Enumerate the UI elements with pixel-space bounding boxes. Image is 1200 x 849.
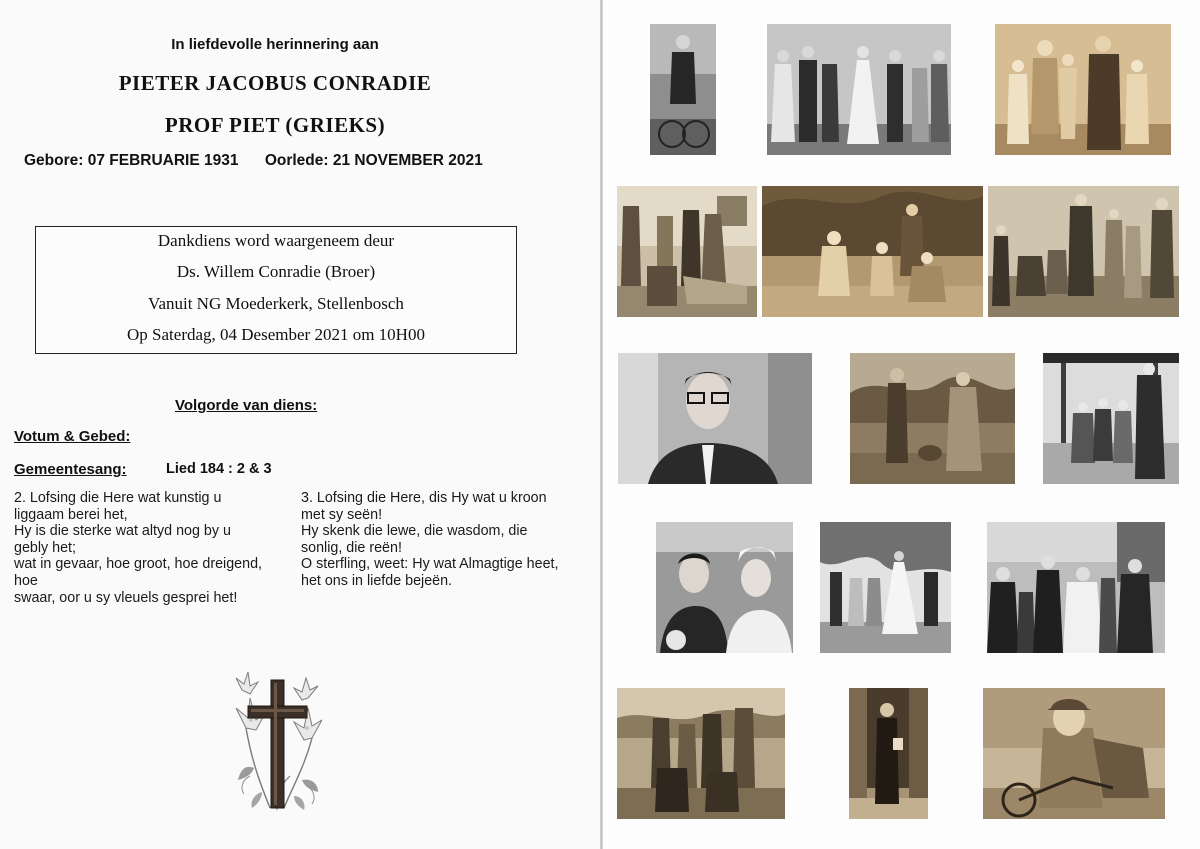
death-date: Oorlede: 21 NOVEMBER 2021 <box>264 152 483 169</box>
verse-line: sonlig, die reën! <box>301 539 402 556</box>
photo-collage-page <box>603 0 1200 849</box>
verse-line: liggaam berei het, <box>14 506 128 523</box>
service-line-venue: Vanuit NG Moederkerk, Stellenbosch <box>148 294 404 313</box>
intro-text: In liefdevolle herinnering aan <box>171 36 379 53</box>
birth-date: Gebore: 07 FEBRUARIE 1931 <box>24 152 239 169</box>
photo-man-coat-garden <box>850 353 1015 484</box>
life-dates <box>24 152 483 170</box>
photo-children-garden <box>762 186 983 317</box>
verse-line: Hy skenk die lewe, die wasdom, die <box>301 523 528 540</box>
photo-young-man-portrait <box>618 353 812 484</box>
photo-family-baby <box>987 522 1165 653</box>
photo-group-outdoors <box>988 186 1179 317</box>
photo-family-group <box>995 24 1171 155</box>
photo-family-house <box>617 186 757 317</box>
cross-with-lilies-icon <box>232 668 322 818</box>
verse-line: gebly het; <box>14 539 76 556</box>
votum-heading: Votum & Gebed: <box>14 428 131 445</box>
hymn-number: Lied 184 : 2 & 3 <box>166 461 272 477</box>
hymn-verse-2 <box>14 490 292 606</box>
hymn-heading: Gemeentesang: <box>14 461 127 478</box>
hymn-verse-3 <box>301 490 591 590</box>
deceased-nickname: PROF PIET (GRIEKS) <box>164 113 386 137</box>
photo-group-field <box>617 688 785 819</box>
service-details-box <box>35 226 517 354</box>
service-line-officiant-intro: Dankdiens word waargeneem deur <box>157 231 395 250</box>
verse-line: 2. Lofsing die Here wat kunstig u <box>14 490 222 506</box>
photo-group-gazebo <box>1043 353 1179 484</box>
verse-line: het ons in liefde bejeën. <box>301 572 453 589</box>
photo-wedding-couple <box>656 522 793 653</box>
service-line-officiant: Ds. Willem Conradie (Broer) <box>176 262 376 281</box>
deceased-name: PIETER JACOBUS CONRADIE <box>118 71 432 95</box>
verse-line: met sy seën! <box>301 506 383 523</box>
verse-line: hoe <box>14 572 38 589</box>
order-of-service-title: Volgorde van diens: <box>175 397 318 414</box>
verse-line: swaar, oor u sy vleuels gesprei het! <box>14 589 238 606</box>
verse-line: 3. Lofsing die Here, dis Hy wat u kroon <box>301 490 547 506</box>
photo-man-doorway <box>849 688 928 819</box>
verse-line: wat in gevaar, hoe groot, hoe dreigend, <box>14 556 262 573</box>
service-line-datetime: Op Saterdag, 04 Desember 2021 om 10H00 <box>127 325 425 344</box>
photo-wedding-group <box>767 24 951 155</box>
photo-wedding-outdoor <box>820 522 951 653</box>
photo-man-bicycle <box>650 24 716 155</box>
verse-line: Hy is die sterke wat altyd nog by u <box>14 523 231 540</box>
photo-man-motorcycle <box>983 688 1165 819</box>
verse-line: O sterfling, weet: Hy wat Almagtige heet, <box>301 556 559 573</box>
